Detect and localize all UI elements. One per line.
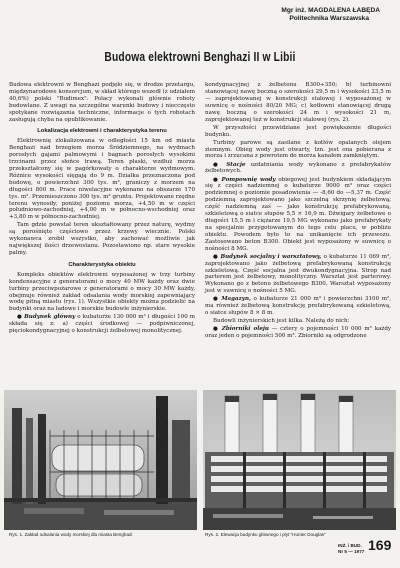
journal-name: INŻ. i BUD. — [338, 543, 362, 548]
author-name: Mgr inż. MAGDALENA ŁABĘDA — [281, 7, 380, 14]
left-column — [9, 82, 195, 335]
paragraph-lead: Budynek socjalny i warsztatowy, — [220, 253, 322, 260]
section-heading: Charakterystyka obiektu — [68, 261, 136, 268]
journal-meta — [338, 543, 364, 554]
section-heading: Lokalizacja elektrowni i charakterystyka terenu — [37, 128, 167, 135]
paragraph-text: o kubaturze 130 000 m³ i długości 100 m składa się z: a) części środkowej — podpiwniczonej, pięciokondygnacyjnej o konstrukcji żelbetowej monolitycznej. — [9, 314, 195, 335]
figure-caption-2: Rys. 2. Elewacja budynku głównego i plyt "Hunter Douglas" — [205, 532, 326, 537]
paragraph: ● Pompownię wody obiegowej jest budynkiem składającym się z części nadziemnej o kubaturze 9000 m³ oraz części podziemnej o poziomie posadowienia — -8,60 do —5,37 m. Część podziemną zaprojektowano jako szczelną skrzynię żelbetową; część nadziemną zaś — jako konstrukcję prefabrykowaną, szkieletową o siatce słupów 5,5 × 16,9 m. Dźwigary żelbetowe o długości 15,5 m i ciężarze 19,5 MG wykonano jako prefabrykaty na specjalnie przygotowanym do tego celu placu, w pobliżu obiektu. Powodem było to na unikanięcie ich przewozu. Zastosowano beton B300. Obiekt jest wyposażony w suwnicę o nośności 8 MG. — [205, 176, 391, 252]
main-building-image — [203, 390, 396, 530]
paragraph: ● Magazyn, o kubaturze 21 000 m³ i powierzchni 3100 m², ma również żelbetową konstrukcję prefabrykowaną szkieletową, o siatce słupów 8 × 8 m. — [205, 296, 391, 317]
article-title: Budowa elektrowni Benghazi II w Libii — [104, 50, 296, 64]
main-building-photo — [203, 390, 396, 530]
author-affiliation: Politechnika Warszawska — [289, 15, 369, 22]
paragraph-text: o kubaturze 21 000 m³ i powierzchni 3100 m², ma również żelbetową konstrukcję prefabrykowaną szkieletową, o siatce słupów 8 × 8 m. — [205, 296, 391, 317]
paragraph-text: — cztery o pojemności 10 000 m³ każdy oraz jeden o pojemności 500 m³. Zbiorniki są odgrodzone — [205, 326, 392, 340]
paragraph: W przyszłości przewidziane jest powiększenie długości budynku. — [205, 124, 391, 138]
paragraph-lead: Magazyn, — [221, 296, 251, 303]
right-column — [205, 82, 391, 340]
paragraph: ● Stacje uzdatniania wody wykonano z prefabrykatów żelbetowych. — [205, 161, 391, 175]
paragraph: Budowli inżynierskich jest kilka. Należą do nich: — [213, 318, 350, 325]
paragraph: ● Budynek socjalny i warsztatowy, o kubaturze 11 069 m³, zaprojektowano jako żelbetową prefabrykowaną konstrukcję szkieletową. Część socjalna jest dwukondygnacyjna. Strop nad parterem jest żelbetowy, monolityczny. Warsztat jest parterowy. Wykonano go z betonu żelbetowego B300. Warsztat wyposażony jest w suwnicę o nośności 5 MG. — [205, 253, 391, 295]
paragraph-lead: Stacje — [226, 161, 246, 168]
paragraph: kondygnacyjnej z żelbetonu B300÷350; b) turbinowni stanowiącej nawę boczną o szerokości 29,5 m i wysokości 23,5 m — zaprojektowanej w konstrukcji stalowej i wyposażonej w suwnicę o nośności 80/20 MG; c) kotłowni stanowiącej drugą nawę boczną o szerokości 24 m i wysokości 21 m, zaprojektowanej też w konstrukcji stalowej (rys. 2). — [205, 82, 391, 123]
paragraph-text: uzdatniania wody wykonano z prefabrykatów żelbetowych. — [205, 161, 391, 175]
paragraph: ● Budynek główny o kubaturze 130 000 m³ i długości 100 m składa się z: a) części środkowej — podpiwniczonej, pięciokondygnacyjnej o konstrukcji żelbetowej monolitycznej. — [9, 314, 195, 335]
paragraph-text: obiegowej jest budynkiem składającym się z części nadziemnej o kubaturze 9000 m³ oraz części podziemnej o poziomie posadowienia — -8,60 do —5,37 m. Część podziemną zaprojektowano jako szczelną skrzynię żelbetową; część nadziemną zaś — jako konstrukcję prefabrykowaną, szkieletową o siatce słupów 5,5 × 16,9 m. Dźwigary żelbetowe o długości 15,5 m i ciężarze 19,5 MG wykonano jako prefabrykaty na specjalnie przygotowanym do tego celu placu, w pobliżu obiektu. Powodem było to na unikanięcie ich przewozu. Zastosowano beton B300. Obiekt jest wyposażony w suwnicę o nośności 8 MG. — [205, 176, 391, 252]
paragraph: Tam gdzie powstał teren ukształtowany przez naturę, wydmy są porośnięte częściowo przez krzewy wiecznie. Polski wykonawca zrobił wszystko, aby zachować możliwie jak największej ilości drzewostanu. Pozostawiono np. stare wysokie palmy. — [9, 222, 195, 257]
page-number: 169 — [368, 537, 392, 553]
paragraph: Kompleks obiektów elektrowni wyposażonej w trzy turbiny kondensacyjne z generatorami o mocy 40 MW każdy oraz dwie turbiny przeciwpożarowe z generatorami o mocy 30 MW każdy, obejmuje również zakład odsalania wody morskiej zapewniający wodę pitną miastu (rys. 1). Wszystkie obiekty można podzielić na budynki oraz na ładowe i morskie budowle inżynierskie. — [9, 271, 195, 313]
desalination-plant-image — [4, 390, 197, 530]
paragraph-lead: Zbiorniki oleju — [221, 326, 269, 333]
paragraph: Elektrownię zlokalizowana w odległości 15 km od miasta Benghazi nad brzegiem morza Śródziemnego, na wydmach porosłych gajami palmowymi i bagnach porosłych wysokimi trzcinami przez słońce trawą. Teren płaski, wzdłuż morza przekształcony się w pagórkowaty o charakterze wydmowym. Różnice wysokości sięgają do 9 m. Działka przeznaczona pod budowę, o powierzchni 300 tys. m², graniczy z morzem na długości 800 m. Prace niwelacyjne wykonano na obszarze 170 tys. m². Przemieszczono 300 tys. m³ gruntu. Projektowane rzędne terenu wynosiły, poniżej poziomu morza, +4,50 m w części południowo-zachodniej, +4,00 m w północno-wschodniej oraz +3,80 m w północno-zachodniej. — [9, 138, 195, 221]
author-block — [281, 7, 380, 23]
paragraph: Budowa elektrowni w Benghazi podjęło się, w drodze przetargu, międzynarodowe konsorcjum, w skład którego wszedł (z udziałem 40,6%) polski "Budimex". Polacy wykonali głównie roboty budowlane. Z uwagi na szczególne warunki budowy i niecczęsto spotykane rozwiązania techniczne, informacje o tych robotach zasługują chyba na opublikowanie. — [9, 82, 195, 123]
paragraph-text: o kubaturze 11 069 m³, zaprojektowano jako żelbetową prefabrykowaną konstrukcję szkieletową. Część socjalna jest dwukondygnacyjna. Strop nad parterem jest żelbetowy, monolityczny. Warsztat jest parterowy. Wykonano go z betonu żelbetowego B300. Warsztat wyposażony jest w suwnicę o nośności 5 MG. — [205, 253, 391, 295]
paragraph: Turbiny parowe są zasilane z kotłów opalanych olejem ziemnym. Obieg wody jest otwarty, tzn. jest ona pobierana z morza i zrzucana z powrotem do morza kanałem zamkniętym. — [205, 139, 391, 160]
desalination-plant-photo — [4, 390, 197, 530]
journal-issue: Nr 5 — 1977 — [338, 548, 365, 554]
paragraph-lead: Budynek główny — [24, 314, 76, 321]
figure-caption-1: Rys. 1. Zakład odsalania wody morskiej dla miasta Benghazi — [9, 532, 133, 537]
paragraph-lead: Pompownię wody — [221, 176, 276, 183]
paragraph: ● Zbiorniki oleju — cztery o pojemności 10 000 m³ każdy oraz jeden o pojemności 500 m³. Zbiorniki są odgrodzone — [205, 326, 392, 340]
